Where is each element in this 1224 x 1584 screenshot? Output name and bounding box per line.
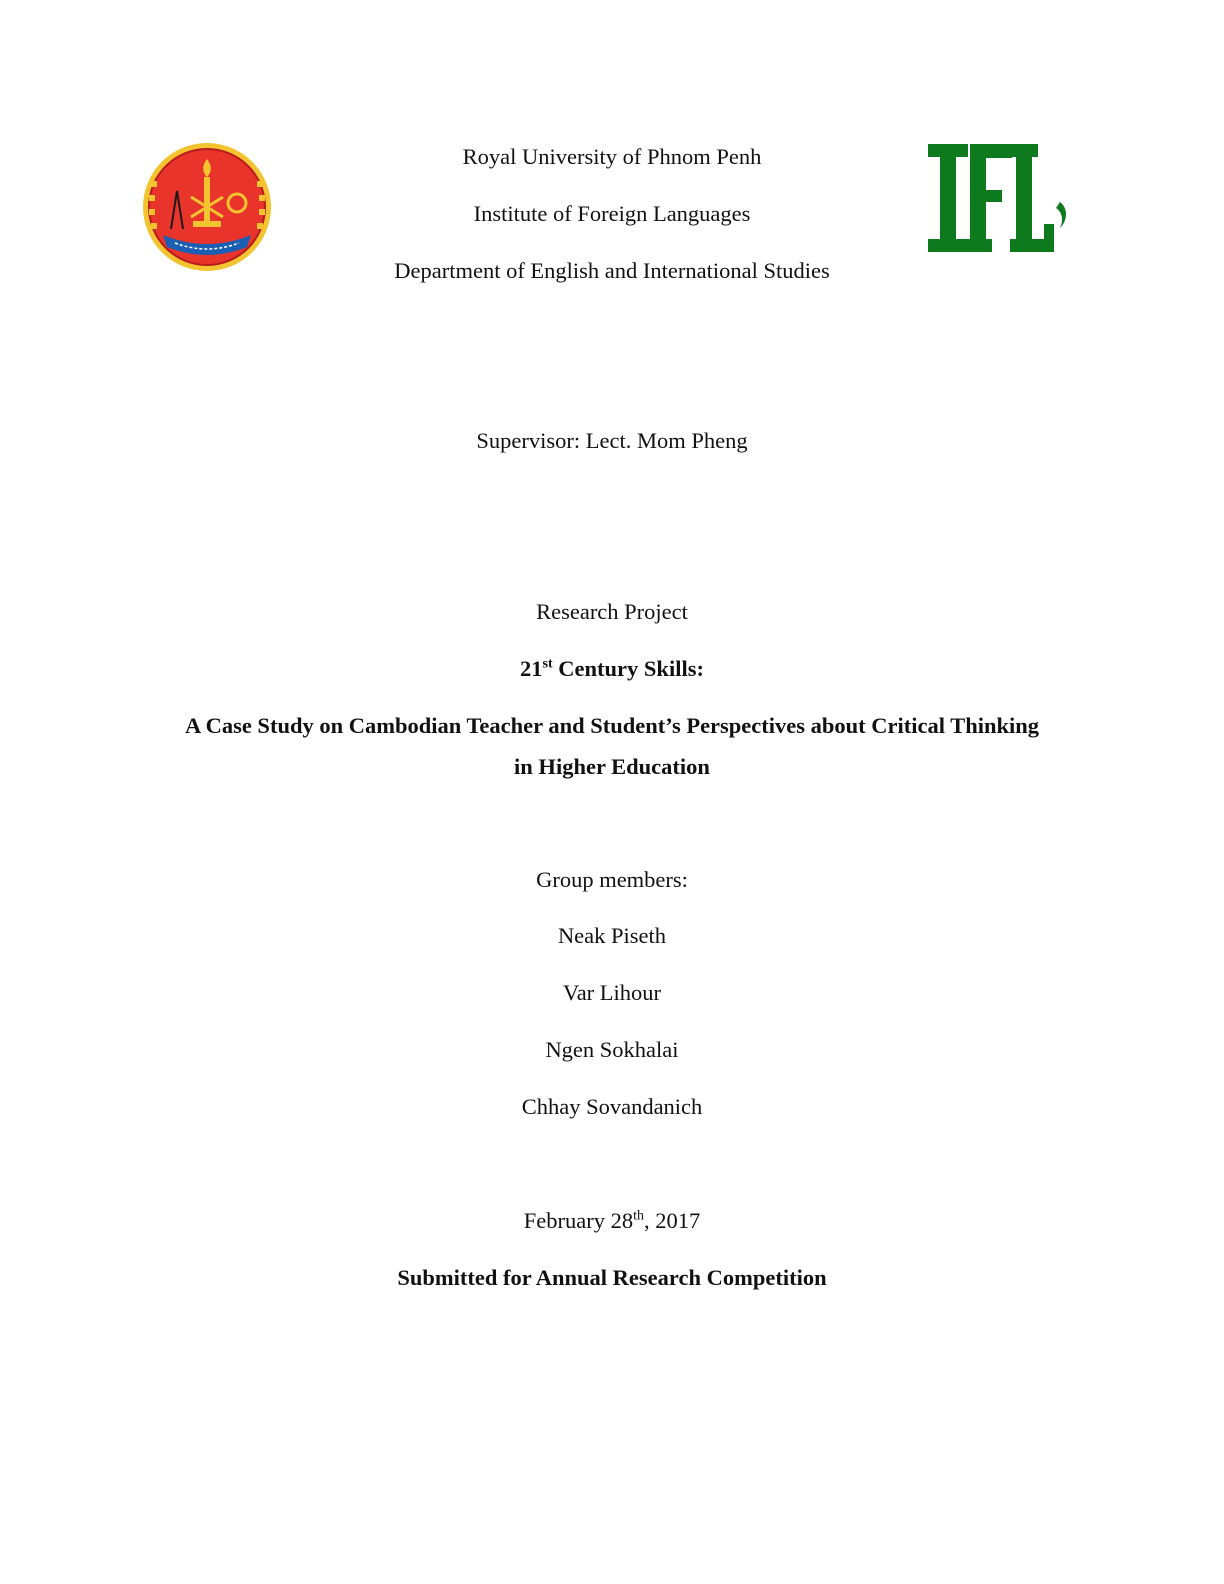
project-label: Research Project: [536, 599, 688, 624]
group-members-label: Group members:: [536, 867, 688, 892]
project-subtitle-line-2: in Higher Education: [514, 754, 710, 779]
department-name: Department of English and International Studies: [394, 258, 830, 283]
project-title: [0, 655, 1224, 683]
submission-date: [0, 1207, 1224, 1235]
date-suffix: , 2017: [644, 1208, 701, 1233]
date-superscript: th: [633, 1208, 644, 1224]
date-prefix: February 28: [523, 1208, 634, 1233]
institute-name: Institute of Foreign Languages: [473, 201, 751, 226]
submission-note: Submitted for Annual Research Competition: [397, 1265, 827, 1290]
supervisor-line: Supervisor: Lect. Mom Pheng: [476, 428, 748, 453]
project-title-prefix: 21: [520, 656, 543, 681]
group-member: Chhay Sovandanich: [521, 1094, 703, 1119]
project-title-suffix: Century Skills:: [552, 656, 704, 681]
group-member: Var Lihour: [562, 980, 662, 1005]
group-member: Ngen Sokhalai: [545, 1037, 679, 1062]
university-name: Royal University of Phnom Penh: [462, 144, 762, 169]
group-member: Neak Piseth: [557, 923, 667, 948]
project-title-superscript: st: [542, 656, 553, 672]
project-subtitle-line-1: A Case Study on Cambodian Teacher and Student’s Perspectives about Critical Thinking: [184, 713, 1040, 738]
